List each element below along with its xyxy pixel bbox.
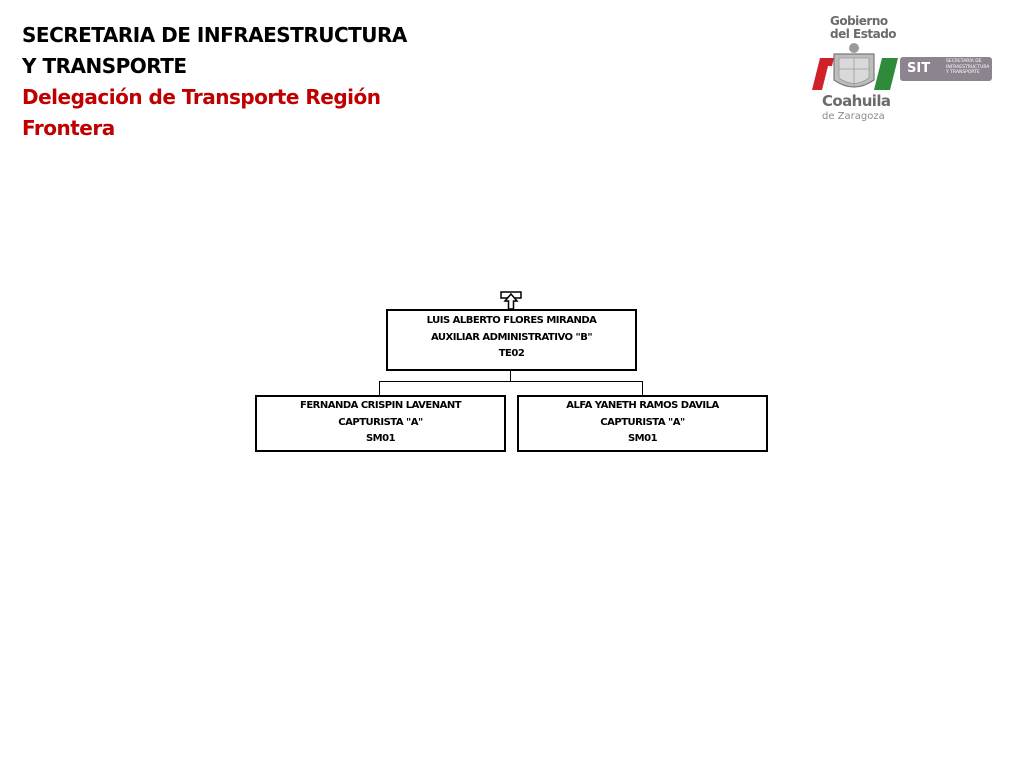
sit-badge <box>900 57 992 81</box>
org-node-name: LUIS ALBERTO FLORES MIRANDA <box>426 315 597 326</box>
org-node-name: FERNANDA CRISPIN LAVENANT <box>299 400 462 411</box>
connector-left-down <box>379 381 380 396</box>
page-title-line-1: SECRETARIA DE INFRAESTRUCTURA <box>22 23 407 47</box>
logo-coahuila-text: Coahuila <box>822 92 891 110</box>
sit-badge-subtitle: SECRETARÍA DE INFRAESTRUCTURA Y TRANSPORTE <box>946 59 990 75</box>
org-node-position: CAPTURISTA "A" <box>600 416 685 428</box>
connector-right-down <box>642 381 643 396</box>
logo-zaragoza-text: de Zaragoza <box>822 111 885 122</box>
org-node-position: CAPTURISTA "A" <box>338 416 423 428</box>
org-node-root <box>386 309 637 371</box>
org-node-code: SM01 <box>365 433 396 444</box>
org-node-code: TE02 <box>498 348 525 359</box>
logo-gobierno-text: Gobierno <box>830 14 888 28</box>
org-node-code: SM01 <box>627 433 658 444</box>
org-node-name: ALFA YANETH RAMOS DAVILA <box>566 400 719 411</box>
sit-badge-label: SIT <box>907 61 931 76</box>
page-subtitle-line-2: Frontera <box>22 116 115 140</box>
coat-of-arms-icon <box>808 40 900 94</box>
page-title-line-2: Y TRANSPORTE <box>22 54 187 78</box>
page-subtitle-line-1: Delegación de Transporte Región <box>22 85 381 109</box>
connector-horizontal <box>379 381 643 382</box>
org-node-position: AUXILIAR ADMINISTRATIVO "B" <box>430 331 593 343</box>
page-header <box>22 20 407 144</box>
government-logo <box>808 12 998 128</box>
org-node-child <box>255 395 506 452</box>
up-arrow-icon <box>500 291 522 311</box>
org-node-child <box>517 395 768 452</box>
logo-del-estado-text: del Estado <box>830 27 897 41</box>
